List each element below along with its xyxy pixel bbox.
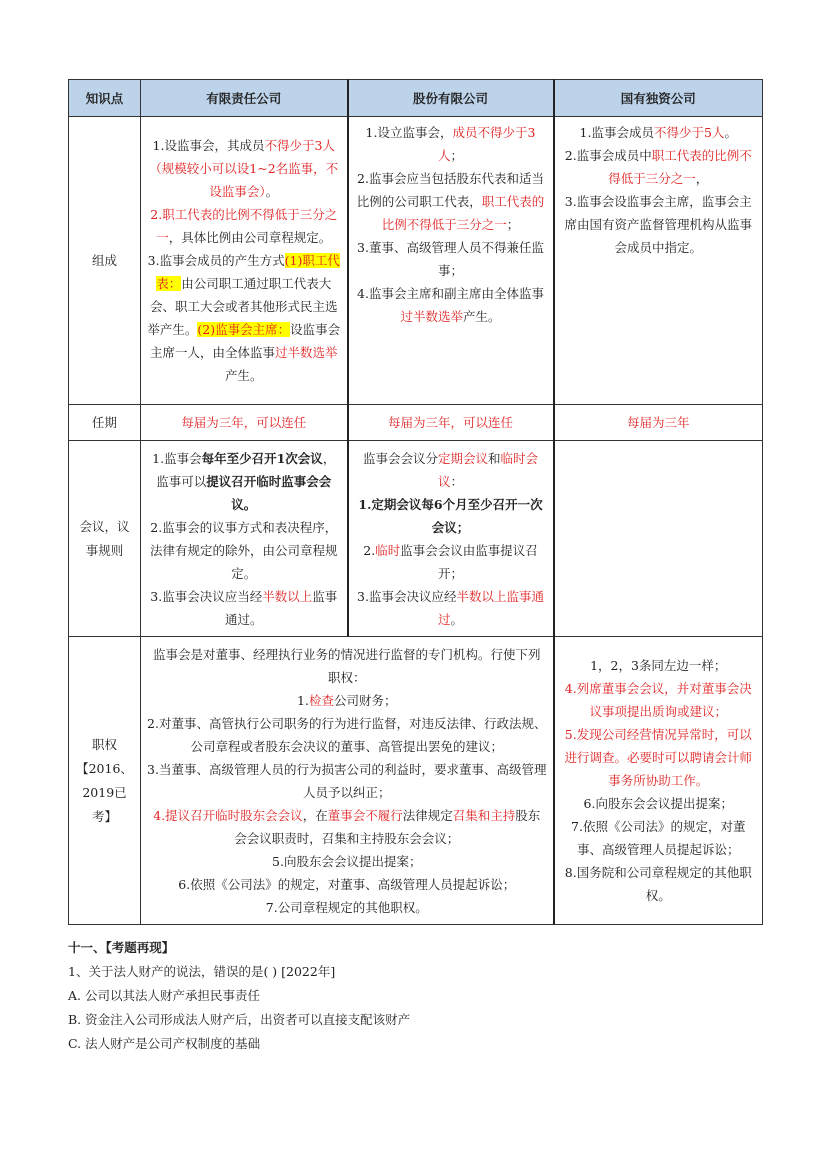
text-run: ：	[450, 473, 464, 489]
text-run: 提议召开临时股东会会议	[165, 807, 303, 823]
text-run: 2.	[150, 207, 163, 222]
text-run: 半数以上	[262, 588, 313, 604]
text-run: 定期会议	[437, 450, 488, 466]
cell-paragraph	[561, 654, 757, 677]
cell-paragraph	[147, 585, 341, 631]
cell-paragraph	[355, 121, 547, 167]
cell-term-soe	[554, 405, 763, 441]
text-run: 1.设立监事会，	[365, 125, 453, 140]
cell-paragraph	[147, 643, 547, 689]
text-run: 3.监事会决议应经	[357, 588, 457, 604]
text-run: 每届为三年	[626, 415, 690, 430]
table-header-row	[69, 80, 763, 117]
header-jsc: 股份有限公司	[348, 80, 554, 117]
cell-paragraph	[355, 493, 547, 539]
cell-paragraph	[147, 850, 547, 873]
text-run: 股东会会议职责时，召集和主持股东会会议；	[234, 807, 541, 846]
text-run: (2)监事会主席：	[197, 322, 291, 337]
text-run: ，具体比例由公司章程规定。	[168, 230, 332, 245]
cell-paragraph	[147, 804, 547, 850]
text-run: 4.	[153, 807, 166, 823]
option-b: B. 资金注入公司形成法人财产后，出资者可以直接支配该财产	[68, 1012, 411, 1027]
cell-powers-soe	[554, 637, 763, 925]
text-run: 7.公司章程规定的其他职权。	[265, 899, 428, 915]
text-run: 6.依照《公司法》的规定，对董事、高级管理人员提起诉讼；	[178, 876, 516, 892]
text-run: 每届为三年，可以连任	[181, 415, 307, 430]
cell-meeting-soe	[554, 441, 763, 637]
cell-paragraph	[147, 134, 341, 203]
text-run: 1.设监事会，其成员	[152, 138, 265, 153]
text-run: 每年至少召开1次会议	[201, 450, 323, 466]
text-run: ，监事可以	[156, 450, 336, 489]
text-run: 召集和主持	[452, 807, 516, 823]
text-run: 3.监事会设监事会主席，监事会主席由国有资产监督管理机构从监事会成员中指定。	[564, 194, 752, 255]
text-run: 5.发现公司经营情况异常时，可以进行调查。必要时可以聘请会计师事务所协助工作。	[564, 727, 752, 788]
cell-paragraph	[561, 792, 757, 815]
cell-meeting-llc	[141, 441, 348, 637]
text-run: 1，2，3条同左边一样；	[590, 658, 727, 673]
row-meeting	[69, 441, 763, 637]
text-run: 监事通过。	[224, 588, 338, 627]
cell-paragraph	[561, 411, 757, 434]
text-run: 不得少于3人（规模较小可以设1~2名监事，不设监事会）	[149, 138, 339, 199]
cell-paragraph	[355, 167, 547, 236]
text-run: 2.监事会应当包括股东代表和适当比例的公司职工代表，	[356, 171, 544, 209]
cell-paragraph	[147, 712, 547, 758]
text-run: 5.向股东会会议提出提案；	[272, 853, 422, 869]
text-run: 。	[724, 125, 737, 140]
text-run: ，	[695, 171, 709, 186]
text-run: 8.国务院和公司章程规定的其他职权。	[564, 865, 752, 903]
text-run: 。	[265, 184, 279, 199]
text-run: 。	[450, 611, 464, 627]
exam-section	[68, 936, 768, 1056]
text-run: 不得少于5人	[653, 125, 725, 140]
row-powers	[69, 637, 763, 925]
cell-meeting-jsc	[348, 441, 554, 637]
cell-paragraph	[147, 896, 547, 919]
text-run: 过半数选举	[275, 345, 338, 360]
text-run: 7.依照《公司法》的规定，对董事、高级管理人员提起诉讼；	[571, 819, 746, 857]
text-run: 成员不得少于3人	[437, 125, 536, 163]
cell-paragraph	[355, 585, 547, 631]
cell-paragraph	[561, 144, 757, 190]
cell-paragraph	[355, 282, 547, 328]
text-run: 2.监事会成员中	[564, 148, 652, 163]
cell-composition-soe	[554, 117, 763, 405]
row-label-meeting: 会议，议事规则	[69, 441, 141, 637]
text-run: 4.监事会主席和副主席由全体监事	[357, 286, 544, 301]
text-run: 监事会会议由监事提议召开；	[400, 542, 538, 581]
text-run: 过半数选举	[400, 309, 463, 324]
text-run: 由公司职工通过职工代表大会、职工大会或者其他形式民主选举产生。	[147, 276, 338, 337]
text-run: 1.监事会	[152, 450, 202, 466]
text-run: 检查	[308, 692, 334, 708]
text-run: 1.定期会议每6个月至少召开一次会议；	[358, 496, 543, 535]
cell-paragraph	[561, 815, 757, 861]
text-run: 产生。	[224, 368, 263, 383]
text-run: 3.监事会成员的产生方式	[147, 253, 285, 268]
text-run: 临时会议	[437, 450, 539, 489]
text-run: ，在	[302, 807, 328, 823]
comparison-table	[68, 79, 763, 925]
cell-composition-jsc	[348, 117, 554, 405]
text-run: 和	[488, 450, 501, 466]
section-title: 十一、【考题再现】	[68, 940, 175, 955]
header-knowledge-point: 知识点	[69, 80, 141, 117]
header-soe: 国有独资公司	[554, 80, 763, 117]
cell-paragraph	[147, 873, 547, 896]
cell-paragraph	[355, 539, 547, 585]
text-run: 职工代表的比例不得低于三分之一	[381, 194, 545, 232]
cell-powers-merged	[141, 637, 554, 925]
cell-paragraph	[147, 516, 341, 585]
text-run: 设监事会主席一人，由全体监事	[149, 322, 341, 360]
text-run: 1.	[297, 692, 309, 708]
text-run: 4.列席董事会会议，并对董事会决议事项提出质询或建议；	[564, 681, 752, 719]
text-run: 每届为三年，可以连任	[387, 415, 513, 430]
cell-paragraph	[561, 677, 757, 723]
text-run: 监事会会议分	[362, 450, 438, 466]
cell-paragraph	[147, 447, 341, 516]
cell-paragraph	[147, 411, 341, 434]
cell-composition-llc	[141, 117, 348, 405]
text-run: 3.董事、高级管理人员不得兼任监事；	[357, 240, 544, 278]
row-label-composition: 组成	[69, 117, 141, 405]
text-run: ；	[506, 217, 520, 232]
cell-paragraph	[147, 689, 547, 712]
cell-paragraph	[561, 723, 757, 792]
text-run: 6.向股东会会议提出提案；	[583, 796, 733, 811]
cell-paragraph	[561, 861, 757, 907]
cell-paragraph	[355, 411, 547, 434]
cell-paragraph	[147, 249, 341, 387]
row-term	[69, 405, 763, 441]
text-run: 半数以上监事通过	[437, 588, 544, 627]
text-run: 2.监事会的议事方式和表决程序，法律有规定的除外，由公司章程规定。	[149, 519, 338, 581]
text-run: 临时	[375, 542, 401, 558]
text-run: 董事会不履行	[327, 807, 403, 823]
text-run: 3.监事会决议应当经	[150, 588, 263, 604]
option-c: C. 法人财产是公司产权制度的基础	[68, 1036, 261, 1051]
cell-term-llc	[141, 405, 348, 441]
text-run: 2.对董事、高管执行公司职务的行为进行监督，对违反法律、行政法规、公司章程或者股东会决议的董事、高管提出罢免的建议；	[147, 715, 547, 754]
text-run: 公司财务；	[333, 692, 397, 708]
text-run: 3.当董事、高级管理人员的行为损害公司的利益时，要求董事、高级管理人员予以纠正；	[147, 761, 547, 800]
question-text: 1、关于法人财产的说法，错误的是( ) [2022年]	[68, 964, 336, 979]
text-run: (1)职工代表：	[156, 253, 340, 291]
text-run: 职工代表的比例不得低于三分之一	[608, 148, 752, 186]
cell-term-jsc	[348, 405, 554, 441]
cell-paragraph	[147, 203, 341, 249]
text-run: 监事会是对董事、经理执行业务的情况进行监督的专门机构。行使下列职权：	[152, 646, 541, 685]
option-a: A. 公司以其法人财产承担民事责任	[68, 988, 260, 1003]
header-llc: 有限责任公司	[141, 80, 348, 117]
row-label-powers: 职权【2016、2019已考】	[69, 637, 141, 925]
text-run: 提议召开临时监事会会议。	[206, 473, 332, 512]
text-run: 2.	[363, 542, 376, 558]
cell-paragraph	[355, 447, 547, 493]
text-run: ；	[450, 148, 464, 163]
row-composition	[69, 117, 763, 405]
text-run: 法律规定	[402, 807, 453, 823]
cell-paragraph	[561, 121, 757, 144]
text-run: 1.监事会成员	[579, 125, 654, 140]
row-label-term: 任期	[69, 405, 141, 441]
cell-paragraph	[147, 758, 547, 804]
text-run: 产生。	[463, 309, 501, 324]
cell-paragraph	[355, 236, 547, 282]
text-run: 职工代表的比例不得低于三分之一	[156, 207, 338, 245]
cell-paragraph	[561, 190, 757, 259]
